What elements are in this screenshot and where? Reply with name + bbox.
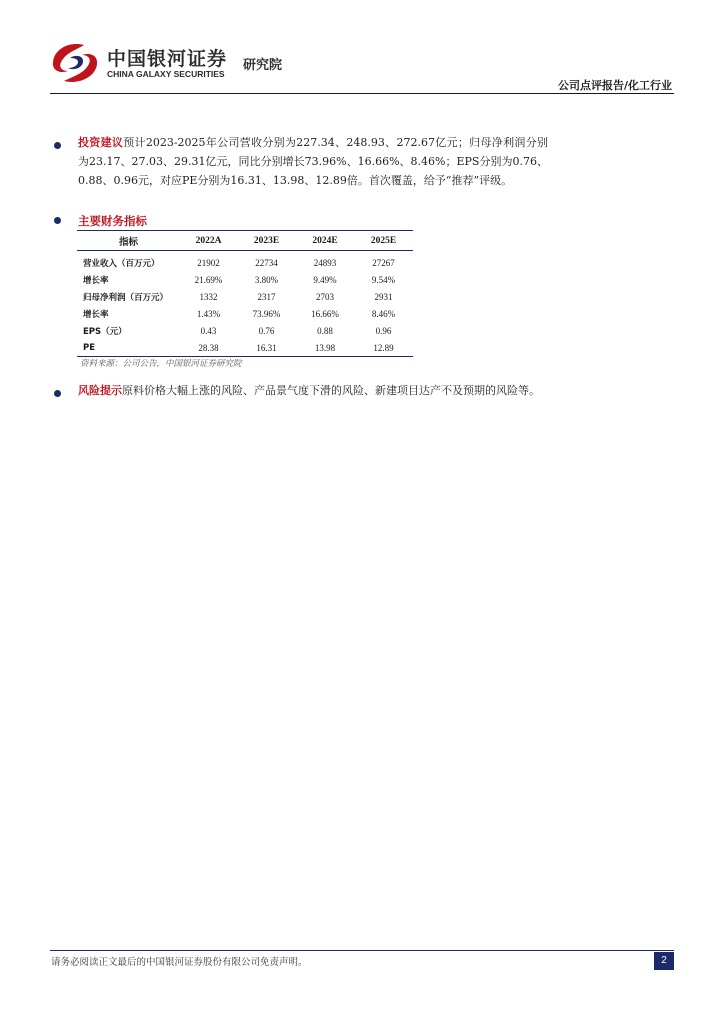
table-header: 指标 bbox=[77, 231, 180, 251]
table-cell: 1.43% bbox=[196, 308, 221, 319]
table-cell: 21902 bbox=[197, 257, 220, 268]
table-cell: 0.96 bbox=[375, 325, 392, 336]
table-header: 2024E bbox=[296, 231, 354, 251]
table-cell: 27267 bbox=[372, 257, 395, 268]
footer-divider bbox=[50, 950, 674, 951]
table-cell: 13.98 bbox=[296, 339, 354, 357]
financials-title: 主要财务指标 bbox=[78, 214, 147, 228]
risk-paragraph bbox=[78, 381, 548, 400]
investment-keyword: 投资建议 bbox=[78, 136, 124, 149]
table-cell: 22734 bbox=[255, 257, 278, 268]
brand-name-cn: 中国银河证券 bbox=[107, 48, 228, 70]
table-cell: 2317 bbox=[257, 291, 276, 302]
table-row bbox=[77, 339, 413, 357]
table-row bbox=[77, 271, 413, 288]
row-label: EPS（元） bbox=[83, 326, 127, 337]
financial-table bbox=[77, 230, 413, 357]
table-cell: 9.49% bbox=[313, 274, 337, 285]
table-cell: 24893 bbox=[313, 257, 337, 268]
table-cell: 1332 bbox=[199, 291, 218, 302]
brand-name-en: CHINA GALAXY SECURITIES bbox=[107, 69, 225, 79]
table-header-row bbox=[77, 231, 413, 251]
table-cell: 2931 bbox=[374, 291, 393, 302]
header-divider bbox=[50, 93, 674, 94]
table-cell: 8.46% bbox=[371, 308, 396, 319]
table-cell: 9.54% bbox=[371, 274, 396, 285]
table-cell: 21.69% bbox=[194, 274, 223, 285]
table-row bbox=[77, 288, 413, 305]
report-type: 公司点评报告/化工行业 bbox=[557, 79, 672, 92]
table-header: 2022A bbox=[180, 231, 237, 251]
table-cell: 0.88 bbox=[317, 325, 333, 336]
table-row bbox=[77, 251, 413, 272]
investment-text: 预计2023-2025年公司营收分别为227.34、248.93、272.67亿元；归母净利润分别为23.17、27.03、29.31亿元，同比分别增长73.96%、16.66%、8.46%；EPS分别为0.76、0.88、0.96元，对应PE分别为16.31、13.98、12.89倍。首次覆盖，给予“推荐”评级。 bbox=[78, 136, 549, 187]
table-header: 2025E bbox=[354, 231, 413, 251]
table-cell: 3.80% bbox=[254, 274, 279, 285]
table-cell: 2703 bbox=[316, 291, 334, 302]
risk-text: 原料价格大幅上涨的风险、产品景气度下滑的风险、新建项目达产不及预期的风险等。 bbox=[122, 384, 540, 397]
table-header: 2023E bbox=[237, 231, 296, 251]
row-label: 增长率 bbox=[83, 309, 109, 320]
table-cell: 0.43 bbox=[200, 325, 217, 336]
page-header bbox=[0, 0, 724, 100]
row-label: 归母净利润（百万元） bbox=[83, 292, 169, 303]
page-number: 2 bbox=[654, 952, 674, 970]
table-cell: 12.89 bbox=[354, 339, 413, 357]
table-cell: 16.31 bbox=[237, 339, 296, 357]
bullet-icon bbox=[54, 217, 61, 224]
table-row bbox=[77, 305, 413, 322]
table-source-note: 资料来源：公司公告，中国银河证券研究院 bbox=[80, 359, 242, 369]
galaxy-logo-icon bbox=[50, 40, 100, 86]
institute-label: 研究院 bbox=[243, 58, 283, 73]
risk-keyword: 风险提示 bbox=[78, 384, 122, 397]
row-label: PE bbox=[77, 339, 180, 357]
footer-disclaimer: 请务必阅读正文最后的中国银河证券股份有限公司免责声明。 bbox=[51, 957, 308, 968]
table-cell: 28.38 bbox=[180, 339, 237, 357]
table-cell: 16.66% bbox=[311, 308, 339, 319]
row-label: 营业收入（百万元） bbox=[83, 258, 160, 269]
bullet-icon bbox=[54, 390, 61, 397]
investment-paragraph bbox=[78, 133, 548, 190]
table-row bbox=[77, 322, 413, 339]
row-label: 增长率 bbox=[83, 275, 109, 286]
table-cell: 73.96% bbox=[252, 308, 281, 319]
table-cell: 0.76 bbox=[258, 325, 275, 336]
bullet-icon bbox=[54, 142, 61, 149]
